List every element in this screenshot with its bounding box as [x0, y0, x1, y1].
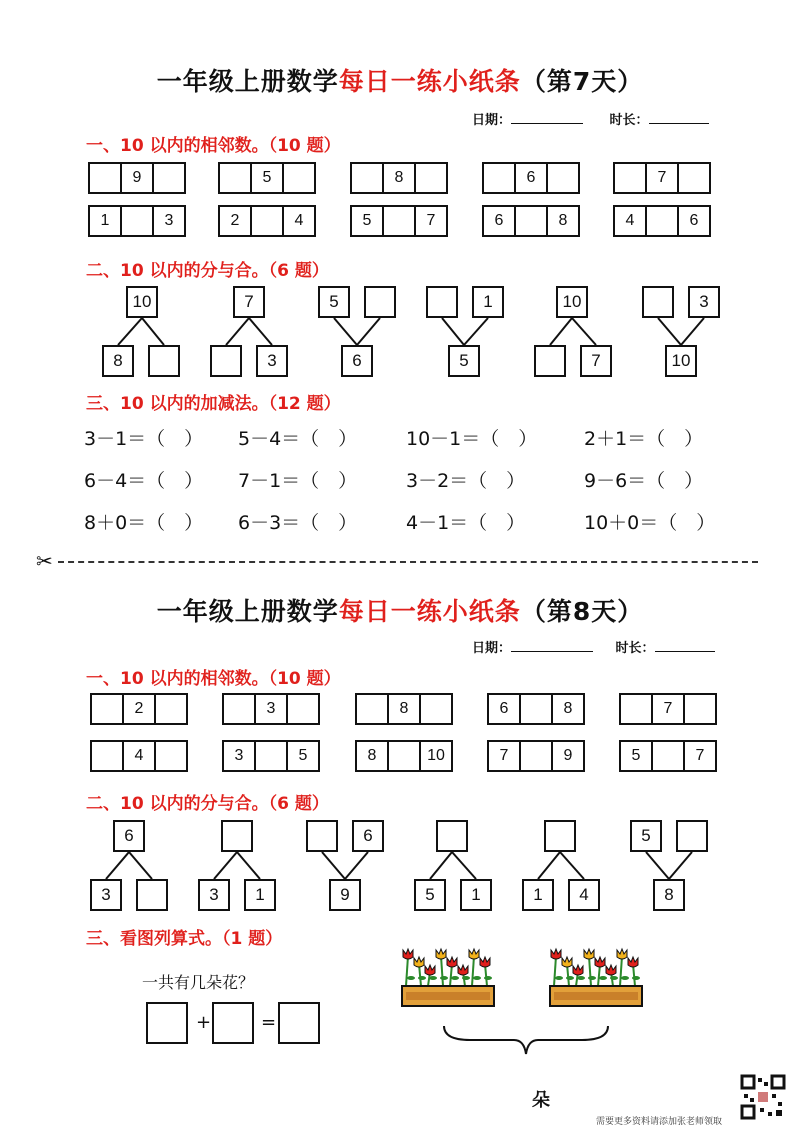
equation[interactable]: 7－1＝（ ）: [238, 470, 358, 492]
split-number-box: 5: [448, 345, 480, 377]
split-number-box: 1: [522, 879, 554, 911]
day8-section-2: 二、10 以内的分与合。（6 题）: [86, 794, 329, 814]
connector-line: [658, 318, 681, 345]
neighbor-given-number: 2: [124, 695, 156, 723]
connector-line: [237, 852, 260, 879]
split-number-box: 1: [460, 879, 492, 911]
connector-line: [560, 852, 584, 879]
equation[interactable]: 3－2＝（ ）: [406, 470, 526, 492]
day8-duration-label: 时长：: [615, 641, 655, 656]
connector-line: [572, 318, 596, 345]
connector-line: [442, 318, 464, 345]
split-number-box: 6: [341, 345, 373, 377]
split-number-box: 8: [653, 879, 685, 911]
neighbor-given-number: 3: [164, 212, 174, 229]
connector-line: [118, 318, 142, 345]
plus-sign: +: [196, 1012, 212, 1033]
footer-note: 需要更多资料请添加张老师领取: [596, 1117, 723, 1127]
day8-section-1: 一、10 以内的相邻数。（10 题）: [86, 669, 341, 689]
connector-line: [322, 852, 345, 879]
day7-title-red: 每日一练小纸条: [338, 67, 521, 96]
neighbor-given-number: 4: [294, 212, 304, 229]
split-number-box: 6: [352, 820, 384, 852]
split-number-box: 8: [102, 345, 134, 377]
neighbor-given-number: 5: [352, 207, 384, 235]
neighbor-given-number: 8: [357, 742, 389, 770]
neighbor-given-number: 6: [516, 164, 548, 192]
split-number-box: 5: [318, 286, 350, 318]
split-number-box: 3: [90, 879, 122, 911]
neighbor-given-number: 7: [647, 164, 679, 192]
neighbor-given-number: 4: [124, 742, 156, 770]
day8-title-red: 每日一练小纸条: [338, 597, 521, 626]
connector-line: [357, 318, 380, 345]
equation[interactable]: 6－4＝（ ）: [84, 470, 204, 492]
equation[interactable]: 10－1＝（ ）: [406, 428, 538, 450]
connector-line: [669, 852, 692, 879]
scissors-icon: ✂: [36, 549, 53, 573]
day8-title-day: （第8天）: [520, 597, 644, 626]
day8-title-black: 一年级上册数学: [156, 597, 339, 626]
unit-flower: 朵: [532, 1090, 550, 1111]
split-number-box: 1: [244, 879, 276, 911]
equation[interactable]: 8＋0＝（ ）: [84, 512, 204, 534]
neighbor-given-number: 8: [558, 212, 568, 229]
equation[interactable]: 5－4＝（ ）: [238, 428, 358, 450]
split-number-box: 3: [256, 345, 288, 377]
split-number-box: 6: [113, 820, 145, 852]
connector-line: [334, 318, 357, 345]
neighbor-given-number: 5: [252, 164, 284, 192]
neighbor-given-number: 7: [426, 212, 436, 229]
neighbor-given-number: 6: [484, 207, 516, 235]
neighbor-given-number: 7: [695, 747, 705, 764]
day7-title-black: 一年级上册数学: [156, 67, 339, 96]
split-number-box: 9: [329, 879, 361, 911]
connector-line: [550, 318, 572, 345]
connector-line: [452, 852, 476, 879]
split-number-box: 7: [580, 345, 612, 377]
neighbor-given-number: 7: [489, 742, 521, 770]
split-number-box: 5: [414, 879, 446, 911]
day8-section-3: 三、看图列算式。（1 题）: [86, 929, 283, 949]
connector-line: [129, 852, 152, 879]
equation[interactable]: 6－3＝（ ）: [238, 512, 358, 534]
split-number-box: 3: [198, 879, 230, 911]
neighbor-given-number: 5: [621, 742, 653, 770]
equation[interactable]: 3－1＝（ ）: [84, 428, 204, 450]
question-text: 一共有几朵花？: [142, 973, 255, 992]
equation[interactable]: 2＋1＝（ ）: [584, 428, 704, 450]
split-number-box: 7: [233, 286, 265, 318]
split-number-box: 10: [665, 345, 697, 377]
neighbor-given-number: 8: [389, 695, 421, 723]
equation[interactable]: 10＋0＝（ ）: [584, 512, 716, 534]
day7-section-1: 一、10 以内的相邻数。（10 题）: [86, 136, 341, 156]
neighbor-given-number: 8: [563, 700, 573, 717]
day7-section-3: 三、10 以内的加减法。（12 题）: [86, 394, 341, 414]
split-number-box: 10: [556, 286, 588, 318]
neighbor-given-number: 5: [298, 747, 308, 764]
neighbor-given-number: 3: [256, 695, 288, 723]
equation[interactable]: 9－6＝（ ）: [584, 470, 704, 492]
connector-line: [646, 852, 669, 879]
connector-line: [106, 852, 129, 879]
day7-date-label: 日期：: [472, 113, 512, 128]
split-number-box: 1: [472, 286, 504, 318]
neighbor-given-number: 8: [384, 164, 416, 192]
split-number-box: 4: [568, 879, 600, 911]
neighbor-given-number: 6: [689, 212, 699, 229]
neighbor-given-number: 2: [220, 207, 252, 235]
connector-line: [538, 852, 560, 879]
connector-line: [430, 852, 452, 879]
connector-line: [464, 318, 488, 345]
day8-date-label: 日期：: [472, 641, 512, 656]
day7-title-day: （第7天）: [520, 67, 644, 96]
equation[interactable]: 4－1＝（ ）: [406, 512, 526, 534]
split-number-box: 3: [688, 286, 720, 318]
neighbor-given-number: 7: [653, 695, 685, 723]
connector-line: [249, 318, 272, 345]
connector-line: [345, 852, 368, 879]
neighbor-given-number: 1: [90, 207, 122, 235]
neighbor-given-number: 10: [427, 747, 445, 764]
connector-line: [681, 318, 704, 345]
split-number-box: 5: [630, 820, 662, 852]
neighbor-given-number: 3: [224, 742, 256, 770]
connector-line: [226, 318, 249, 345]
connector-line: [142, 318, 164, 345]
neighbor-given-number: 9: [122, 164, 154, 192]
neighbor-given-number: 9: [563, 747, 573, 764]
day7-section-2: 二、10 以内的分与合。（6 题）: [86, 261, 329, 281]
split-number-box: 10: [126, 286, 158, 318]
equals-sign: =: [261, 1012, 277, 1033]
connector-line: [214, 852, 237, 879]
neighbor-given-number: 4: [615, 207, 647, 235]
day7-duration-label: 时长：: [609, 113, 649, 128]
neighbor-given-number: 6: [489, 695, 521, 723]
